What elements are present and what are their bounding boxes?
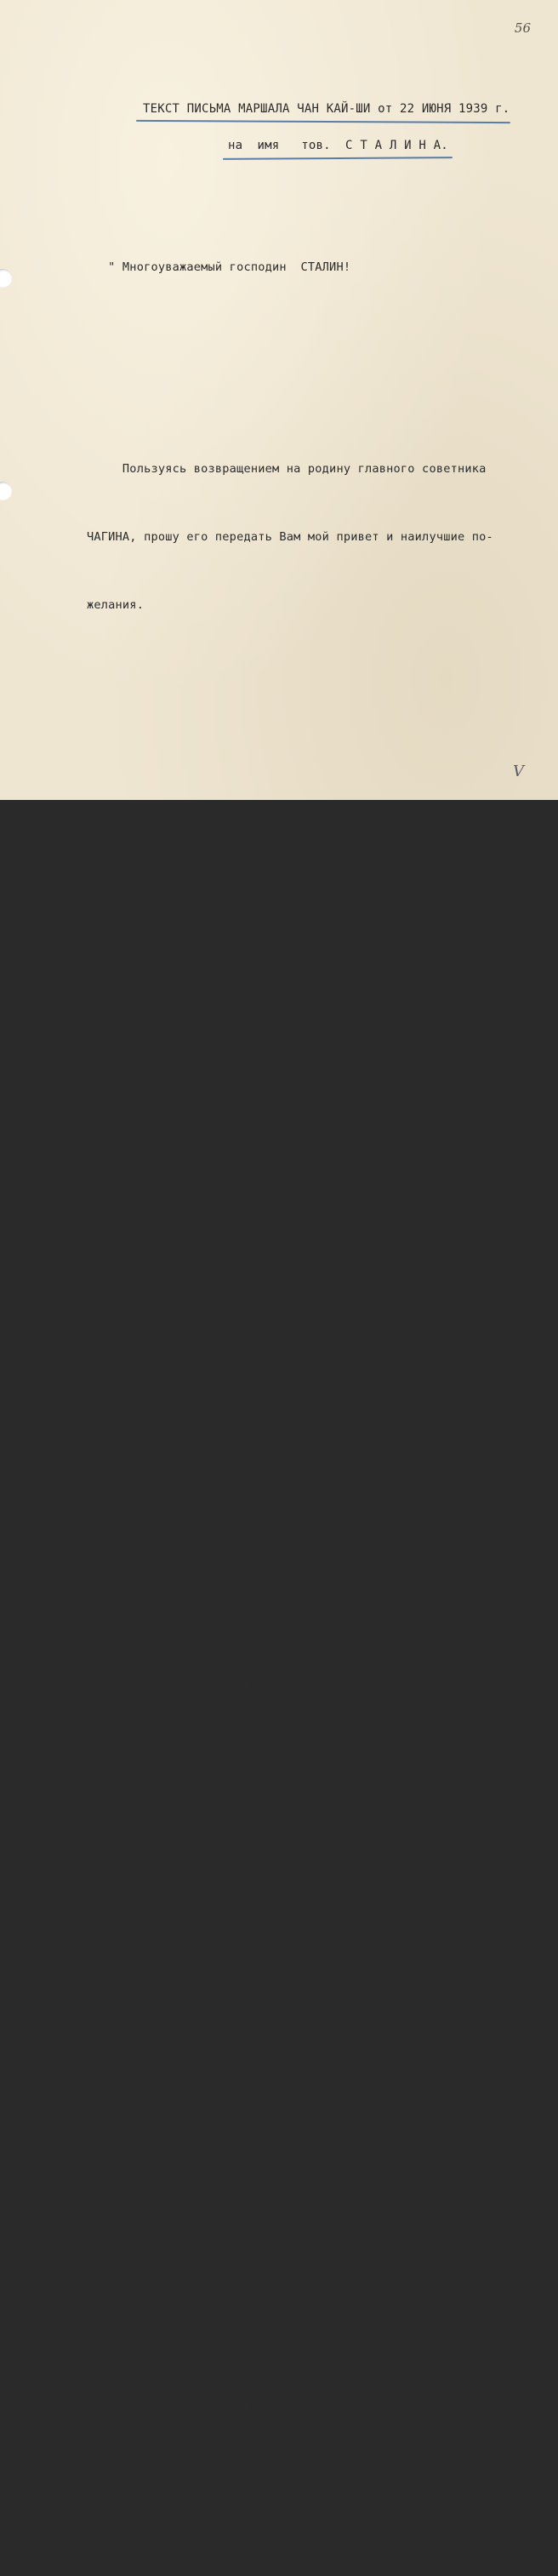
text-line: Пользуясь возвращением на родину главного советника bbox=[87, 461, 487, 476]
text-line: которой мы можем осуществлять длительную освободительную bbox=[87, 1294, 487, 1309]
text-line: Особенно, в связи с недавним подписанием договора, bbox=[87, 1609, 480, 1624]
text-line: желания. bbox=[87, 597, 145, 612]
punch-hole bbox=[0, 482, 12, 500]
letter-body bbox=[87, 211, 515, 2576]
greeting: " Многоуважаемый господин СТАЛИН! bbox=[87, 260, 351, 275]
paragraph-1 bbox=[87, 413, 515, 662]
paragraph-5 bbox=[87, 1943, 515, 2531]
title-underline bbox=[136, 120, 510, 123]
paragraph-4 bbox=[87, 1560, 515, 1809]
text-line: грани гибели. Мы, принимая все собственные усилия для изгна- bbox=[87, 2128, 515, 2142]
text-line: оказывается материальная и моральная помощь, в результате bbox=[87, 1226, 493, 1241]
page-number: 56 bbox=[514, 20, 531, 36]
text-line: Китай получает еще большую помощь, что трудно будет когда- bbox=[87, 1677, 501, 1692]
text-line: ния грабителей и поддержания справедливости, попрежнему на- bbox=[87, 2196, 508, 2210]
text-line: В настоящее время освободительная война вступила во bbox=[87, 1991, 487, 2006]
paragraph-2 bbox=[87, 795, 515, 908]
text-line: вторую фазу. Силы противника истощаются и находятся на bbox=[87, 2059, 472, 2074]
text-line: ЧАГИНА, прошу его передать Вам мой привет и наилучшие по- bbox=[87, 529, 493, 544]
text-line: другом Китая - сможет еще больше возглавить государства, bbox=[87, 2331, 487, 2345]
text-line: деемся, что Советский Союз, являющийся особенным, хорошим bbox=[87, 2264, 493, 2278]
text-line: либо забыть. bbox=[87, 1745, 179, 1759]
document-title-line-2: на имя тов. С Т А Л И Н А. bbox=[228, 139, 448, 152]
text-line: Наша страна уже более 2-х лет ведет войну с Японией. bbox=[87, 844, 493, 859]
text-line: ветского Союза, находящимся под Вашим руководством, нам bbox=[87, 1159, 487, 1174]
text-line: заинтересованные в Дальнем Востоке, в деле применения к bbox=[87, 2399, 480, 2413]
check-mark: V bbox=[513, 763, 524, 780]
text-line: войну. За это мы весьма Вам благодарны. bbox=[87, 1362, 365, 1377]
text-line: Японии эффективных санкций. bbox=[87, 2467, 280, 2482]
document-title-line-1: ТЕКСТ ПИСЬМА МАРШАЛА ЧАН КАЙ-ШИ от 22 ИЮНЯ 1939 г. bbox=[143, 102, 510, 116]
text-line: Благодаря глубоким симпатиям всей армии и народов Со- bbox=[87, 1091, 501, 1105]
title-underline bbox=[223, 157, 453, 160]
paragraph-3 bbox=[87, 1042, 515, 1426]
punch-hole bbox=[0, 269, 12, 288]
